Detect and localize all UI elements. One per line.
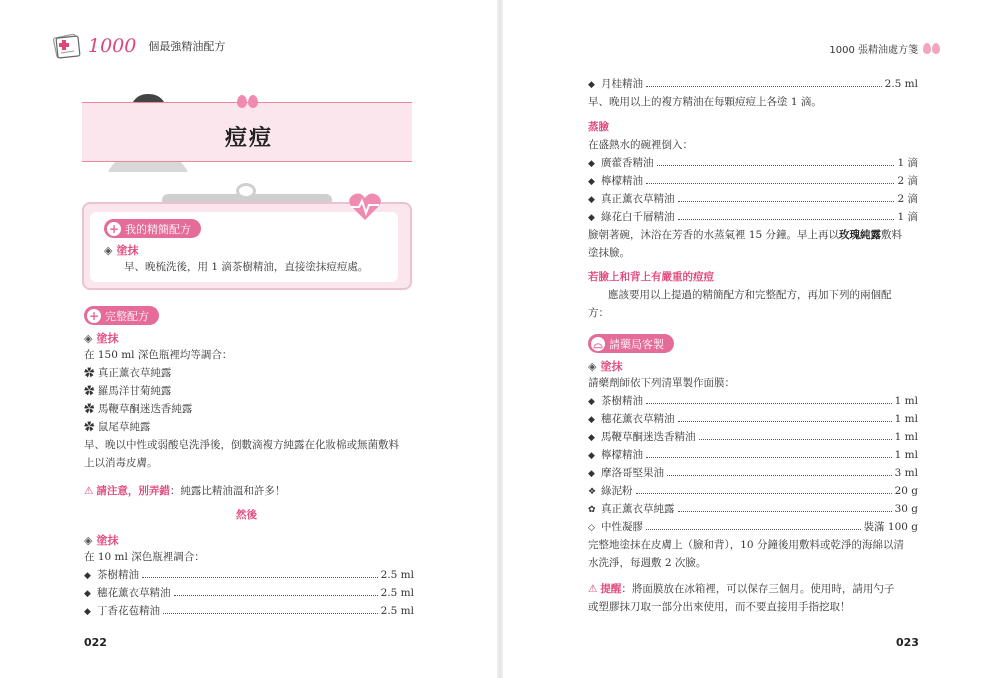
apply-icon: ◈ — [84, 331, 93, 345]
complete-method-heading: ◈ 塗抹 — [84, 331, 119, 345]
hydrosol-item: ✿ 羅馬洋甘菊純露 — [84, 385, 172, 397]
complete-instruction-line: 早、晚以中性或弱酸皂洗淨後，倒數滴複方純露在化妝棉或無菌敷料 — [84, 439, 399, 451]
ingredient-row: ✿ 真正薰衣草純露 30 g — [588, 500, 918, 519]
flower-bullet-icon: ✿ — [588, 505, 596, 515]
prescription-book-icon — [52, 32, 82, 60]
cross-icon: + — [88, 308, 100, 323]
drop-bullet-icon: ◆ — [588, 213, 595, 223]
oil-row: ◆ 月桂精油 2.5 ml — [588, 75, 918, 94]
hydrosol-item: ✿ 鼠尾草純露 — [84, 421, 151, 433]
drop-bullet-icon: ◆ — [588, 159, 595, 169]
apply-icon: ◈ — [588, 359, 597, 373]
drop-bullet-icon: ◆ — [84, 589, 91, 599]
then-heading: 然後 — [236, 509, 257, 521]
hydrosol-item: ✿ 真正薰衣草純露 — [84, 367, 172, 379]
clipboard-ring — [236, 183, 256, 199]
header-right — [829, 41, 940, 56]
right-page — [500, 0, 1000, 678]
tip-note-line: 或塑膠抹刀取一部分出來使用，而不要直接用手指挖取！ — [588, 601, 851, 613]
oil-row: ◆ 廣藿香精油 1 滴 — [588, 154, 918, 173]
ingredient-row: ◆ 穗花薰衣草精油 1 ml — [588, 410, 918, 429]
book-number: 1000 — [88, 35, 137, 57]
drop-bullet-icon: ◆ — [588, 415, 595, 425]
severe-text-line: 方： — [588, 307, 609, 319]
pharmacy-method-heading: ◈ 塗抹 — [588, 359, 623, 373]
drop-bullet-icon: ◆ — [588, 451, 595, 461]
complete-intro-text: 在 150 ml 深色瓶裡均等調合： — [84, 349, 233, 361]
complete-formula-label: + 完整配方 — [84, 306, 159, 325]
steam-intro: 在盛熱水的碗裡倒入： — [588, 139, 693, 151]
drops-icon — [922, 43, 940, 54]
complete-intro2-text: 在 10 ml 深色瓶裡調合： — [84, 551, 205, 563]
oil-row: ◆ 真正薰衣草精油 2 滴 — [588, 190, 918, 209]
drop-bullet-icon: ◆ — [84, 607, 91, 617]
drop-bullet-icon: ◆ — [588, 433, 595, 443]
ingredient-row: ◇ 中性凝膠 裝滿 100 g — [588, 518, 918, 537]
apply-icon: ◈ — [104, 243, 113, 257]
warning-note: ⚠ 請注意，別弄錯：純露比精油溫和許多！ — [84, 485, 286, 497]
drop-bullet-icon: ◆ — [84, 571, 91, 581]
flower-bullet-icon: ✿ — [84, 421, 98, 433]
ingredient-row: ❖ 綠泥粉 20 g — [588, 482, 918, 501]
oil-row: ◆ 穗花薰衣草精油 2.5 ml — [84, 584, 414, 603]
drop-bullet-icon: ◆ — [588, 195, 595, 205]
bottle-bullet-icon: ◇ — [588, 523, 595, 533]
simple-method-heading: ◈ 塗抹 — [104, 243, 139, 257]
drop-bullet-icon: ◆ — [588, 177, 595, 187]
oil-row: ◆ 檸檬精油 2 滴 — [588, 172, 918, 191]
flower-bullet-icon: ✿ — [84, 385, 98, 397]
page-number-right: 023 — [896, 636, 919, 649]
ingredient-row: ◆ 檸檬精油 1 ml — [588, 446, 918, 465]
topic-title: 痘痘 — [225, 126, 274, 151]
oil-usage-text: 早、晚用以上的複方精油在每顆痘痘上各塗 1 滴。 — [588, 96, 822, 108]
right-header-title: 1000 張精油處方箋 — [829, 45, 918, 56]
warning-icon: ⚠ — [588, 583, 598, 595]
drops-icon — [236, 95, 258, 108]
steam-heading: 蒸臉 — [588, 121, 609, 133]
flower-bullet-icon: ✿ — [84, 367, 98, 379]
pharmacy-intro: 請藥劑師依下列清單製作面膜： — [588, 377, 735, 389]
simple-formula-label: + 我的精簡配方 — [104, 219, 201, 238]
hydrosol-item: ✿ 馬鞭草酮迷迭香純露 — [84, 403, 193, 415]
warning-icon: ⚠ — [84, 485, 94, 497]
header-left — [52, 32, 225, 60]
ingredient-row: ◆ 馬鞭草酮迷迭香精油 1 ml — [588, 428, 918, 447]
oil-row: ◆ 綠花白千層精油 1 滴 — [588, 208, 918, 227]
steam-instruction-line: 塗抹臉。 — [588, 247, 630, 259]
oil-row: ◆ 茶樹精油 2.5 ml — [84, 566, 414, 585]
steam-instruction-line: 臉朝著碗，沐浴在芳香的水蒸氣裡 15 分鐘。早上再以玫瑰純露敷料 — [588, 229, 903, 241]
oil-drop-bullet-icon: ◆ — [588, 469, 595, 479]
apply-icon: ◈ — [84, 533, 93, 547]
tip-note: ⚠ 提醒：將面膜放在冰箱裡，可以保存三個月。使用時，請用勺子 — [588, 583, 895, 595]
complete-instruction-line: 上以消毒皮膚。 — [84, 457, 158, 469]
mortar-icon: ⌓ — [591, 337, 605, 351]
heartbeat-icon — [348, 192, 382, 222]
drop-bullet-icon: ◆ — [588, 397, 595, 407]
clay-bullet-icon: ❖ — [588, 487, 597, 497]
pharmacy-label: ⌓ 請藥局客製 — [588, 334, 674, 353]
pharmacy-instruction-line: 水洗淨，每週敷 2 次臉。 — [588, 557, 707, 569]
complete-method2-heading: ◈ 塗抹 — [84, 533, 119, 547]
ingredient-row: ◆ 茶樹精油 1 ml — [588, 392, 918, 411]
cross-icon: + — [108, 221, 120, 236]
severe-text-line: 應該要用以上提過的精簡配方和完整配方，再加下列的兩個配 — [608, 289, 892, 301]
ingredient-row: ◆ 摩洛哥堅果油 3 ml — [588, 464, 918, 483]
oil-row: ◆ 丁香花苞精油 2.5 ml — [84, 602, 414, 621]
pharmacy-instruction-line: 完整地塗抹在皮膚上（臉和背），10 分鐘後用敷料或乾淨的海綿以清 — [588, 539, 904, 551]
drop-bullet-icon: ◆ — [588, 80, 595, 90]
book-title: 個最強精油配方 — [148, 40, 226, 53]
simple-formula-text: 早、晚梳洗後，用 1 滴茶樹精油，直接塗抹痘痘處。 — [124, 261, 369, 273]
flower-bullet-icon: ✿ — [84, 403, 98, 415]
page-number-left: 022 — [84, 636, 107, 649]
severe-heading: 若臉上和背上有嚴重的痘痘 — [588, 271, 714, 283]
